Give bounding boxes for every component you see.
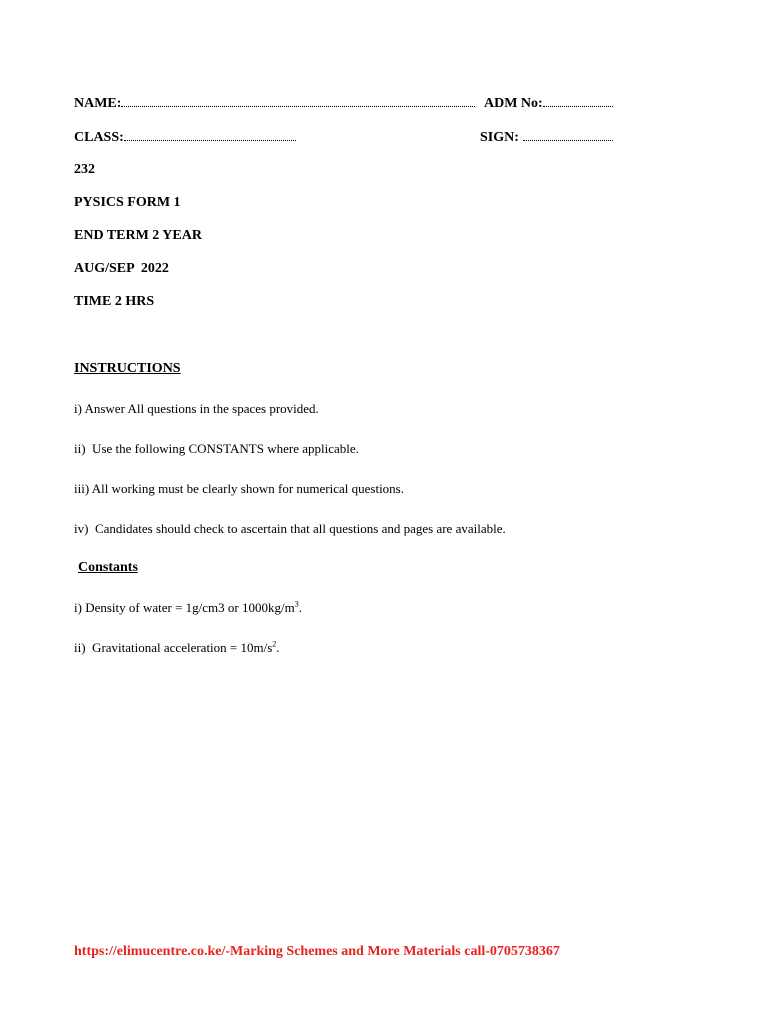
adm-label: ADM No: bbox=[484, 96, 543, 111]
constant-density bbox=[74, 599, 302, 617]
density-end: . bbox=[298, 600, 302, 615]
adm-blank bbox=[543, 94, 613, 107]
sign-label: SIGN: bbox=[480, 130, 519, 145]
exam-term: END TERM 2 YEAR bbox=[74, 228, 202, 243]
class-label: CLASS: bbox=[74, 130, 124, 145]
gravity-end: . bbox=[276, 640, 280, 655]
density-exponent: 3 bbox=[294, 599, 299, 609]
footer-link[interactable]: https://elimucentre.co.ke/-Marking Schemes and More Materials call-0705738367 bbox=[74, 944, 560, 959]
class-field bbox=[74, 128, 296, 147]
instructions-heading: INSTRUCTIONS bbox=[74, 361, 181, 376]
name-field bbox=[74, 94, 475, 113]
instruction-item: i) Answer All questions in the spaces provided. bbox=[74, 401, 319, 416]
gravity-exponent: 2 bbox=[272, 639, 277, 649]
density-text: i) Density of water = 1g/cm3 or 1000kg/m bbox=[74, 600, 295, 615]
exam-subject: PYSICS FORM 1 bbox=[74, 195, 181, 210]
exam-date: AUG/SEP 2022 bbox=[74, 261, 169, 276]
instruction-item: iii) All working must be clearly shown for numerical questions. bbox=[74, 481, 404, 496]
name-blank bbox=[121, 94, 475, 107]
constants-heading: Constants bbox=[78, 560, 138, 575]
class-blank bbox=[124, 128, 296, 141]
instruction-item: iv) Candidates should check to ascertain that all questions and pages are available. bbox=[74, 521, 506, 536]
adm-field bbox=[484, 94, 613, 113]
exam-code: 232 bbox=[74, 162, 95, 177]
exam-time: TIME 2 HRS bbox=[74, 294, 155, 309]
name-label: NAME: bbox=[74, 96, 122, 111]
constant-gravity bbox=[74, 639, 280, 657]
instruction-item: ii) Use the following CONSTANTS where applicable. bbox=[74, 441, 359, 456]
sign-blank bbox=[523, 128, 613, 141]
gravity-text: ii) Gravitational acceleration = 10m/s bbox=[74, 640, 273, 655]
sign-field bbox=[480, 128, 613, 147]
